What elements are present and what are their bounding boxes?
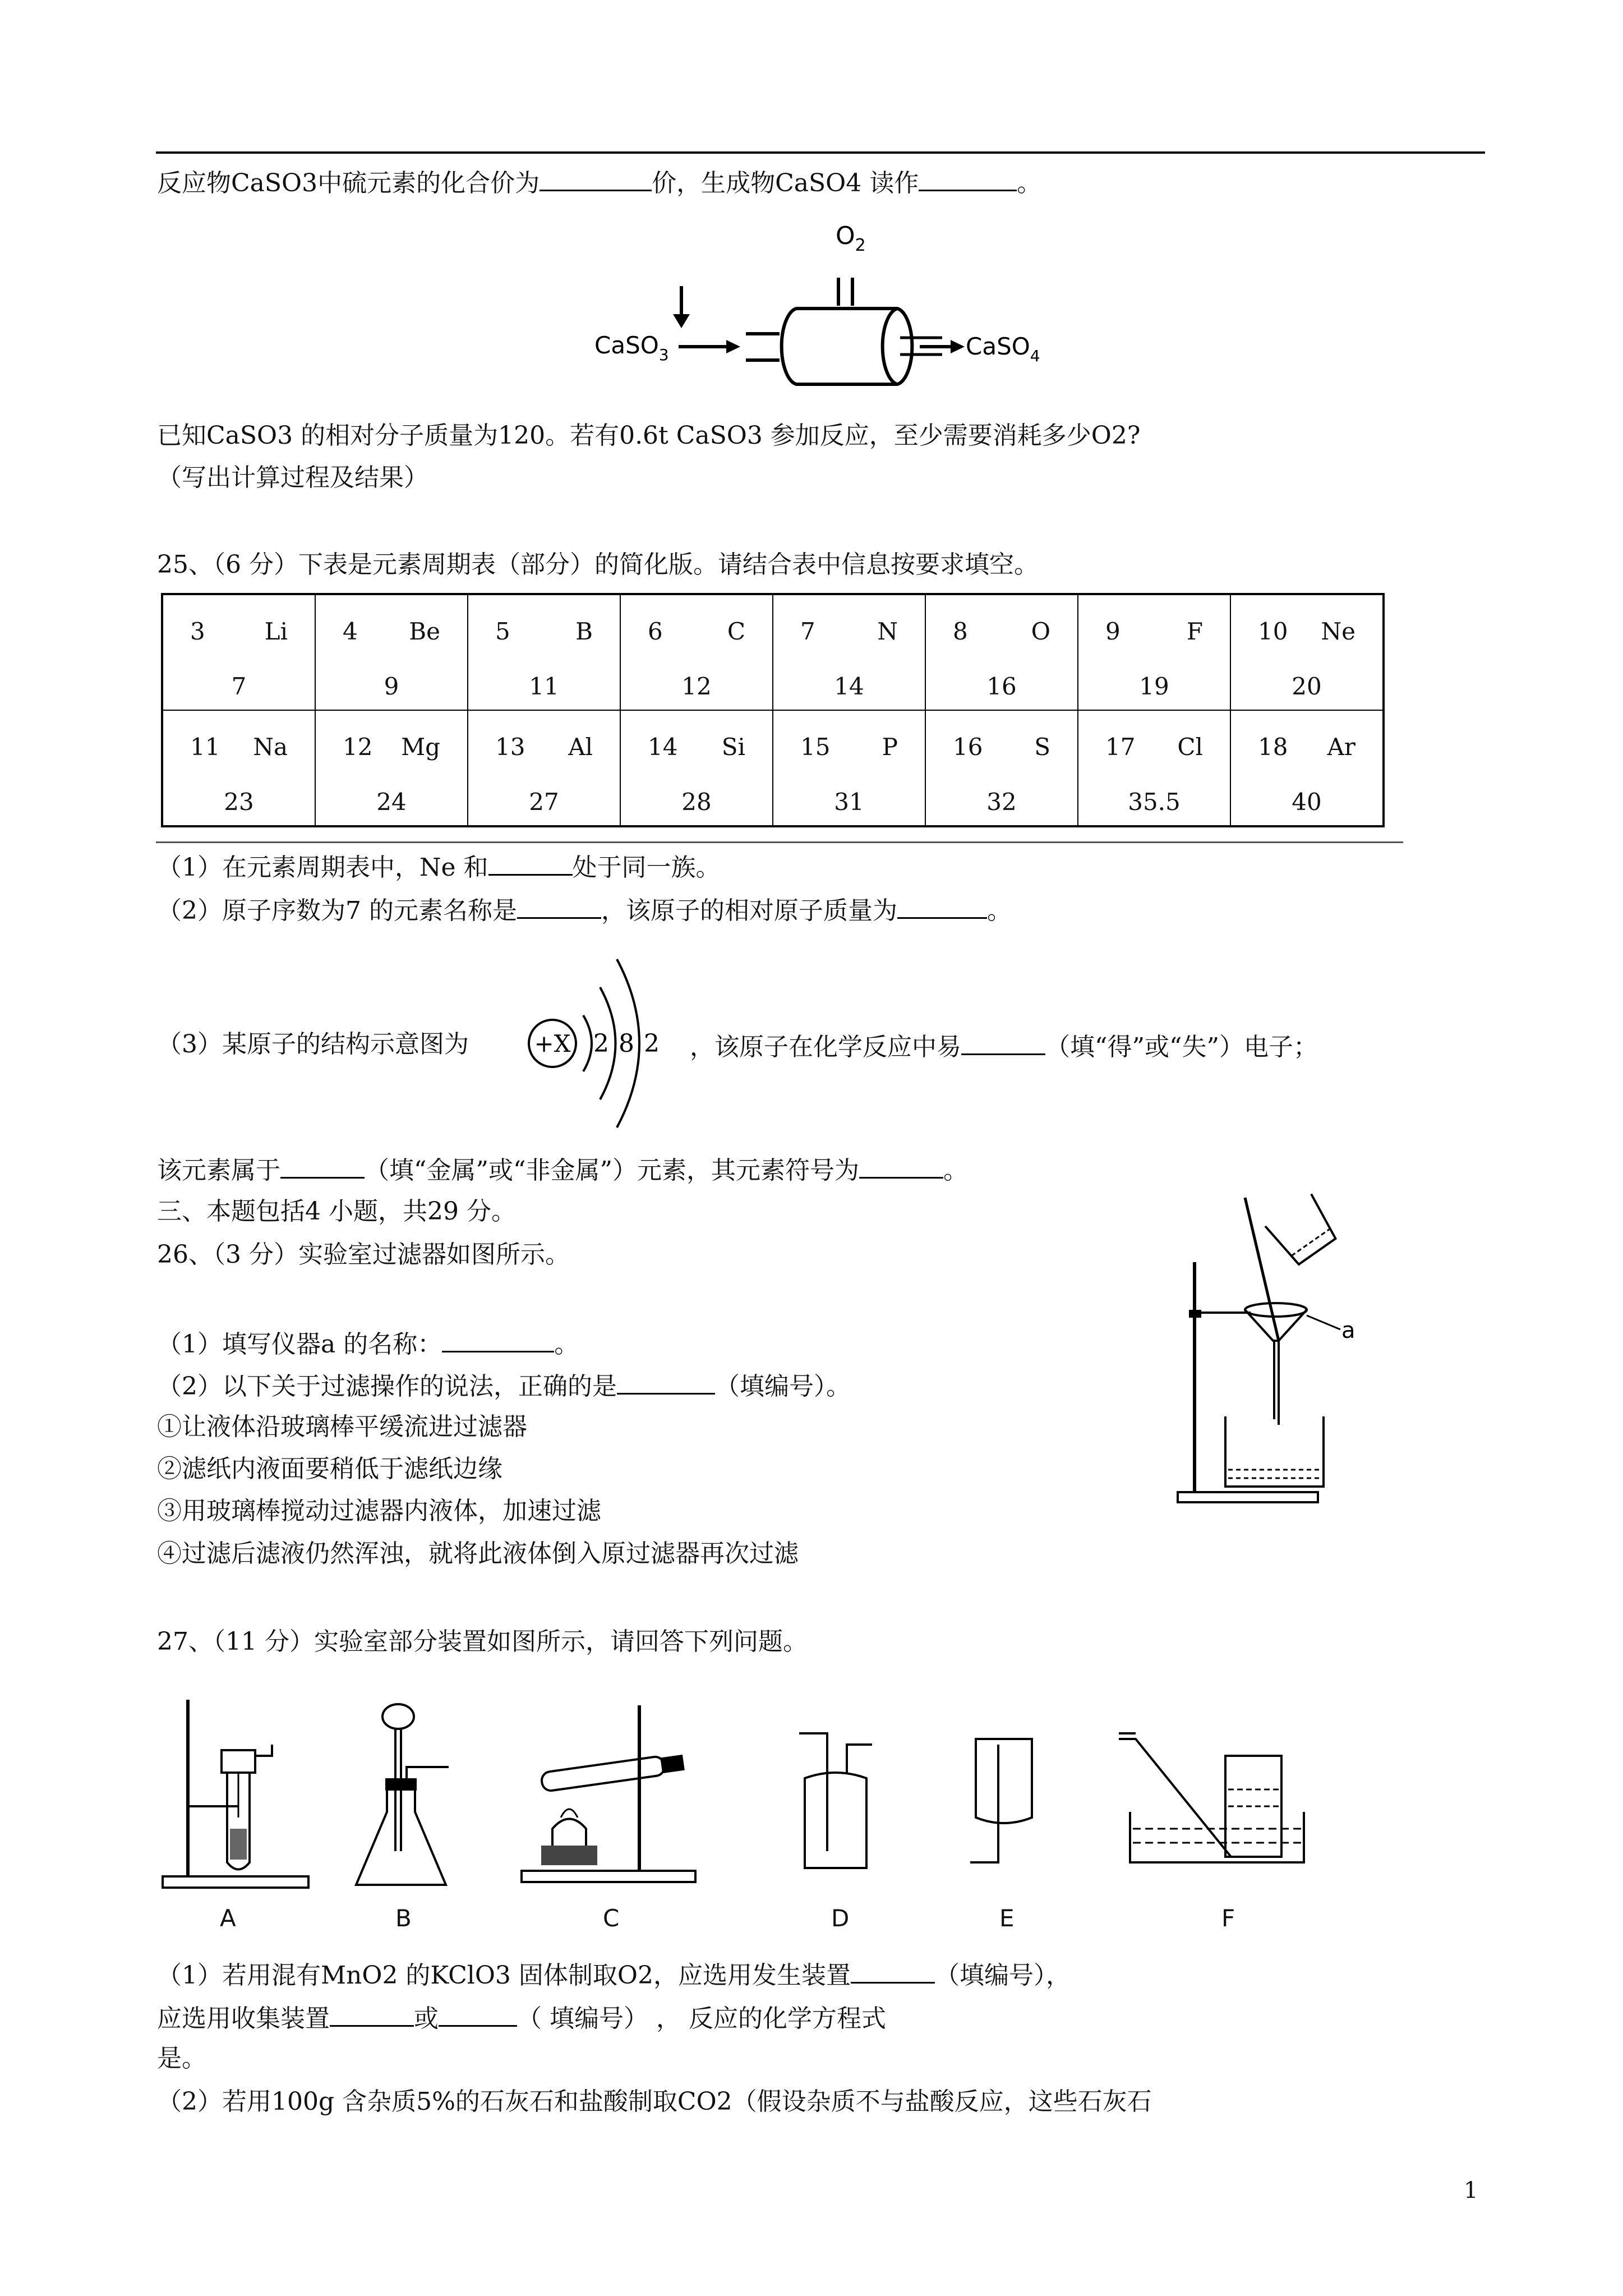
atomic-number: 12: [343, 733, 373, 761]
q26-part1: [157, 1329, 579, 1357]
element-cell: [773, 594, 925, 710]
atomic-number: 15: [800, 733, 831, 761]
atomic-mass: 32: [986, 788, 1017, 816]
text: 处于同一族。: [572, 853, 721, 882]
atom-structure-diagram: [516, 942, 695, 1144]
apparatus-D: [794, 1728, 878, 1879]
q27-part2: （2）若用100g 含杂质5%的石灰石和盐酸制取CO2（假设杂质不与盐酸反应，这些石灰石: [157, 2087, 1152, 2116]
answer-blank[interactable]: [442, 1329, 554, 1352]
atomic-mass: 12: [681, 673, 712, 700]
element-symbol: B: [575, 618, 593, 645]
text: 该元素属于: [157, 1156, 280, 1185]
atomic-number: 18: [1258, 733, 1288, 761]
answer-blank[interactable]: [617, 1372, 715, 1395]
atomic-mass: 20: [1292, 673, 1322, 700]
atomic-mass: 31: [834, 788, 864, 816]
answer-blank[interactable]: [488, 853, 573, 876]
element-symbol: Al: [568, 733, 593, 761]
apparatus-label: B: [395, 1904, 412, 1932]
element-symbol: Ne: [1321, 618, 1355, 645]
text: （填“金属”或“非金属”）元素，其元素符号为: [365, 1156, 859, 1185]
answer-blank[interactable]: [330, 2004, 414, 2027]
apparatus-C: [519, 1700, 704, 1885]
answer-blank[interactable]: [280, 1156, 365, 1179]
atomic-mass: 19: [1139, 673, 1169, 700]
atomic-mass: 9: [384, 673, 399, 700]
product-label: CaSO$_4$: [966, 333, 1040, 365]
element-cell: [315, 594, 468, 710]
element-cell: [1230, 710, 1384, 826]
text: 。: [943, 1156, 968, 1185]
instrument-a-label: a: [1341, 1318, 1355, 1343]
apparatus-label: F: [1221, 1904, 1235, 1932]
q25-part2: [157, 896, 1012, 923]
atomic-number: 3: [190, 618, 205, 645]
q24-valence-line: [157, 168, 1041, 196]
periodic-table-row: [162, 594, 1384, 710]
element-cell: [315, 710, 468, 826]
text: 应选用收集装置: [157, 2004, 330, 2033]
element-symbol: S: [1034, 733, 1050, 761]
atomic-mass: 23: [224, 788, 254, 816]
atomic-number: 11: [190, 733, 220, 761]
element-cell: [620, 594, 773, 710]
apparatus-B: [351, 1700, 463, 1896]
o2-label: $O_2$: [836, 222, 866, 255]
answer-blank[interactable]: [859, 1156, 943, 1179]
text: （1）在元素周期表中，Ne 和: [157, 853, 488, 882]
text: （1）填写仪器a 的名称：: [157, 1330, 442, 1359]
atomic-number: 6: [648, 618, 663, 645]
apparatus-E: [965, 1728, 1043, 1879]
atomic-mass: 14: [834, 673, 864, 700]
q24-problem: 已知CaSO3 的相对分子质量为120。若有0.6t CaSO3 参加反应，至少需要消耗多少O2?: [157, 421, 1141, 450]
q27-part1-b: [157, 2004, 886, 2031]
q27-title: 27、（11 分）实验室部分装置如图所示，请回答下列问题。: [157, 1627, 808, 1656]
shell-electrons: 2 8 2: [593, 1029, 660, 1058]
text: 。: [554, 1330, 579, 1359]
atomic-mass: 28: [681, 788, 712, 816]
element-symbol: Mg: [401, 733, 440, 761]
reactant-label: CaSO$_3$: [594, 332, 669, 364]
nucleus-label: +X: [534, 1030, 571, 1057]
text: （填“得”或“失”）电子；: [1045, 1033, 1318, 1061]
text: 。: [1017, 169, 1042, 197]
text: （ 填编号） ， 反应的化学方程式: [517, 2004, 886, 2033]
atomic-mass: 16: [986, 673, 1017, 700]
element-symbol: C: [727, 618, 745, 645]
element-cell: [925, 594, 1078, 710]
text: 或: [414, 2004, 439, 2033]
text: 。: [986, 896, 1012, 925]
atomic-mass: 40: [1292, 788, 1322, 816]
q25-part3-b: [690, 1032, 1318, 1060]
element-cell: [1078, 594, 1230, 710]
text: （填编号），: [934, 1961, 1071, 1990]
element-cell: [468, 710, 620, 826]
q27-part1-a: [157, 1961, 1071, 1988]
atomic-number: 5: [495, 618, 510, 645]
atomic-mass: 7: [231, 673, 247, 700]
answer-blank[interactable]: [897, 896, 987, 919]
element-cell: [773, 710, 925, 826]
element-symbol: P: [882, 733, 898, 761]
atomic-number: 16: [953, 733, 983, 761]
text: （2）以下关于过滤操作的说法，正确的是: [157, 1372, 617, 1401]
element-symbol: Ar: [1327, 733, 1355, 761]
section-3-heading: 三、本题包括4 小题，共29 分。: [157, 1197, 516, 1226]
element-cell: [162, 710, 315, 826]
atomic-number: 10: [1258, 618, 1288, 645]
text: 反应物CaSO3中硫元素的化合价为: [157, 169, 540, 197]
q26-title: 26、（3 分）实验室过滤器如图所示。: [157, 1240, 570, 1269]
text: （1）若用混有MnO2 的KClO3 固体制取O2，应选用发生装置: [157, 1961, 851, 1990]
q26-option-3: ③用玻璃棒搅动过滤器内液体，加速过滤: [157, 1497, 601, 1525]
atomic-number: 14: [648, 733, 678, 761]
element-cell: [468, 594, 620, 710]
text: 价，生成物CaSO4 读作: [652, 169, 919, 197]
q26-option-2: ②滤纸内液面要稍低于滤纸边缘: [157, 1455, 502, 1483]
text: ，该原子的相对原子质量为: [601, 896, 897, 925]
page-number: 1: [1464, 2178, 1478, 2203]
atomic-number: 7: [800, 618, 815, 645]
element-symbol: Cl: [1177, 733, 1203, 761]
apparatus-label: A: [220, 1904, 236, 1932]
element-symbol: Li: [264, 618, 288, 645]
answer-blank[interactable]: [517, 896, 601, 919]
q25-part3-a: （3）某原子的结构示意图为: [157, 1030, 469, 1059]
answer-blank[interactable]: [961, 1032, 1045, 1055]
q25-title: 25、（6 分）下表是元素周期表（部分）的简化版。请结合表中信息按要求填空。: [157, 550, 1039, 579]
text: （填编号）。: [715, 1372, 851, 1401]
q26-part2: [157, 1372, 851, 1399]
answer-blank[interactable]: [919, 168, 1017, 191]
text: ，该原子在化学反应中易: [690, 1033, 961, 1061]
table-underline: [156, 841, 1403, 843]
atomic-number: 8: [953, 618, 968, 645]
header-rule: [156, 151, 1485, 154]
q26-option-4: ④过滤后滤液仍然浑浊，就将此液体倒入原过滤器再次过滤: [157, 1539, 799, 1568]
answer-blank[interactable]: [439, 2004, 517, 2027]
apparatus-label: E: [999, 1904, 1015, 1932]
q25-part1: [157, 853, 721, 880]
atomic-number: 9: [1105, 618, 1121, 645]
q27-part1-c: 是。: [157, 2044, 206, 2073]
apparatus-F: [1113, 1728, 1315, 1879]
element-cell: [1078, 710, 1230, 826]
atomic-number: 4: [343, 618, 358, 645]
periodic-table-row: [162, 710, 1384, 826]
answer-blank[interactable]: [851, 1961, 935, 1984]
element-cell: [925, 710, 1078, 826]
apparatus-label: C: [603, 1904, 620, 1932]
q25-part3-c: [157, 1156, 968, 1183]
element-symbol: N: [877, 618, 898, 645]
element-symbol: O: [1031, 618, 1050, 645]
atomic-mass: 11: [529, 673, 559, 700]
atomic-number: 13: [495, 733, 525, 761]
atomic-mass: 24: [376, 788, 407, 816]
element-cell: [620, 710, 773, 826]
element-symbol: F: [1186, 618, 1203, 645]
periodic-table: [161, 593, 1385, 827]
atomic-mass: 35.5: [1128, 788, 1181, 816]
element-symbol: Na: [253, 733, 288, 761]
element-symbol: Be: [409, 618, 440, 645]
element-cell: [1230, 594, 1384, 710]
element-cell: [162, 594, 315, 710]
element-symbol: Si: [721, 733, 745, 761]
apparatus-label: D: [831, 1904, 850, 1932]
reactor-diagram: [561, 213, 1066, 381]
apparatus-A: [160, 1694, 317, 1896]
q26-option-1: ①让液体沿玻璃棒平缓流进过滤器: [157, 1412, 527, 1441]
atomic-number: 17: [1105, 733, 1136, 761]
q24-note: （写出计算过程及结果）: [157, 463, 428, 492]
text: （2）原子序数为7 的元素名称是: [157, 896, 517, 925]
filter-apparatus-diagram: [1166, 1195, 1402, 1520]
atomic-mass: 27: [529, 788, 559, 816]
answer-blank[interactable]: [540, 168, 652, 191]
